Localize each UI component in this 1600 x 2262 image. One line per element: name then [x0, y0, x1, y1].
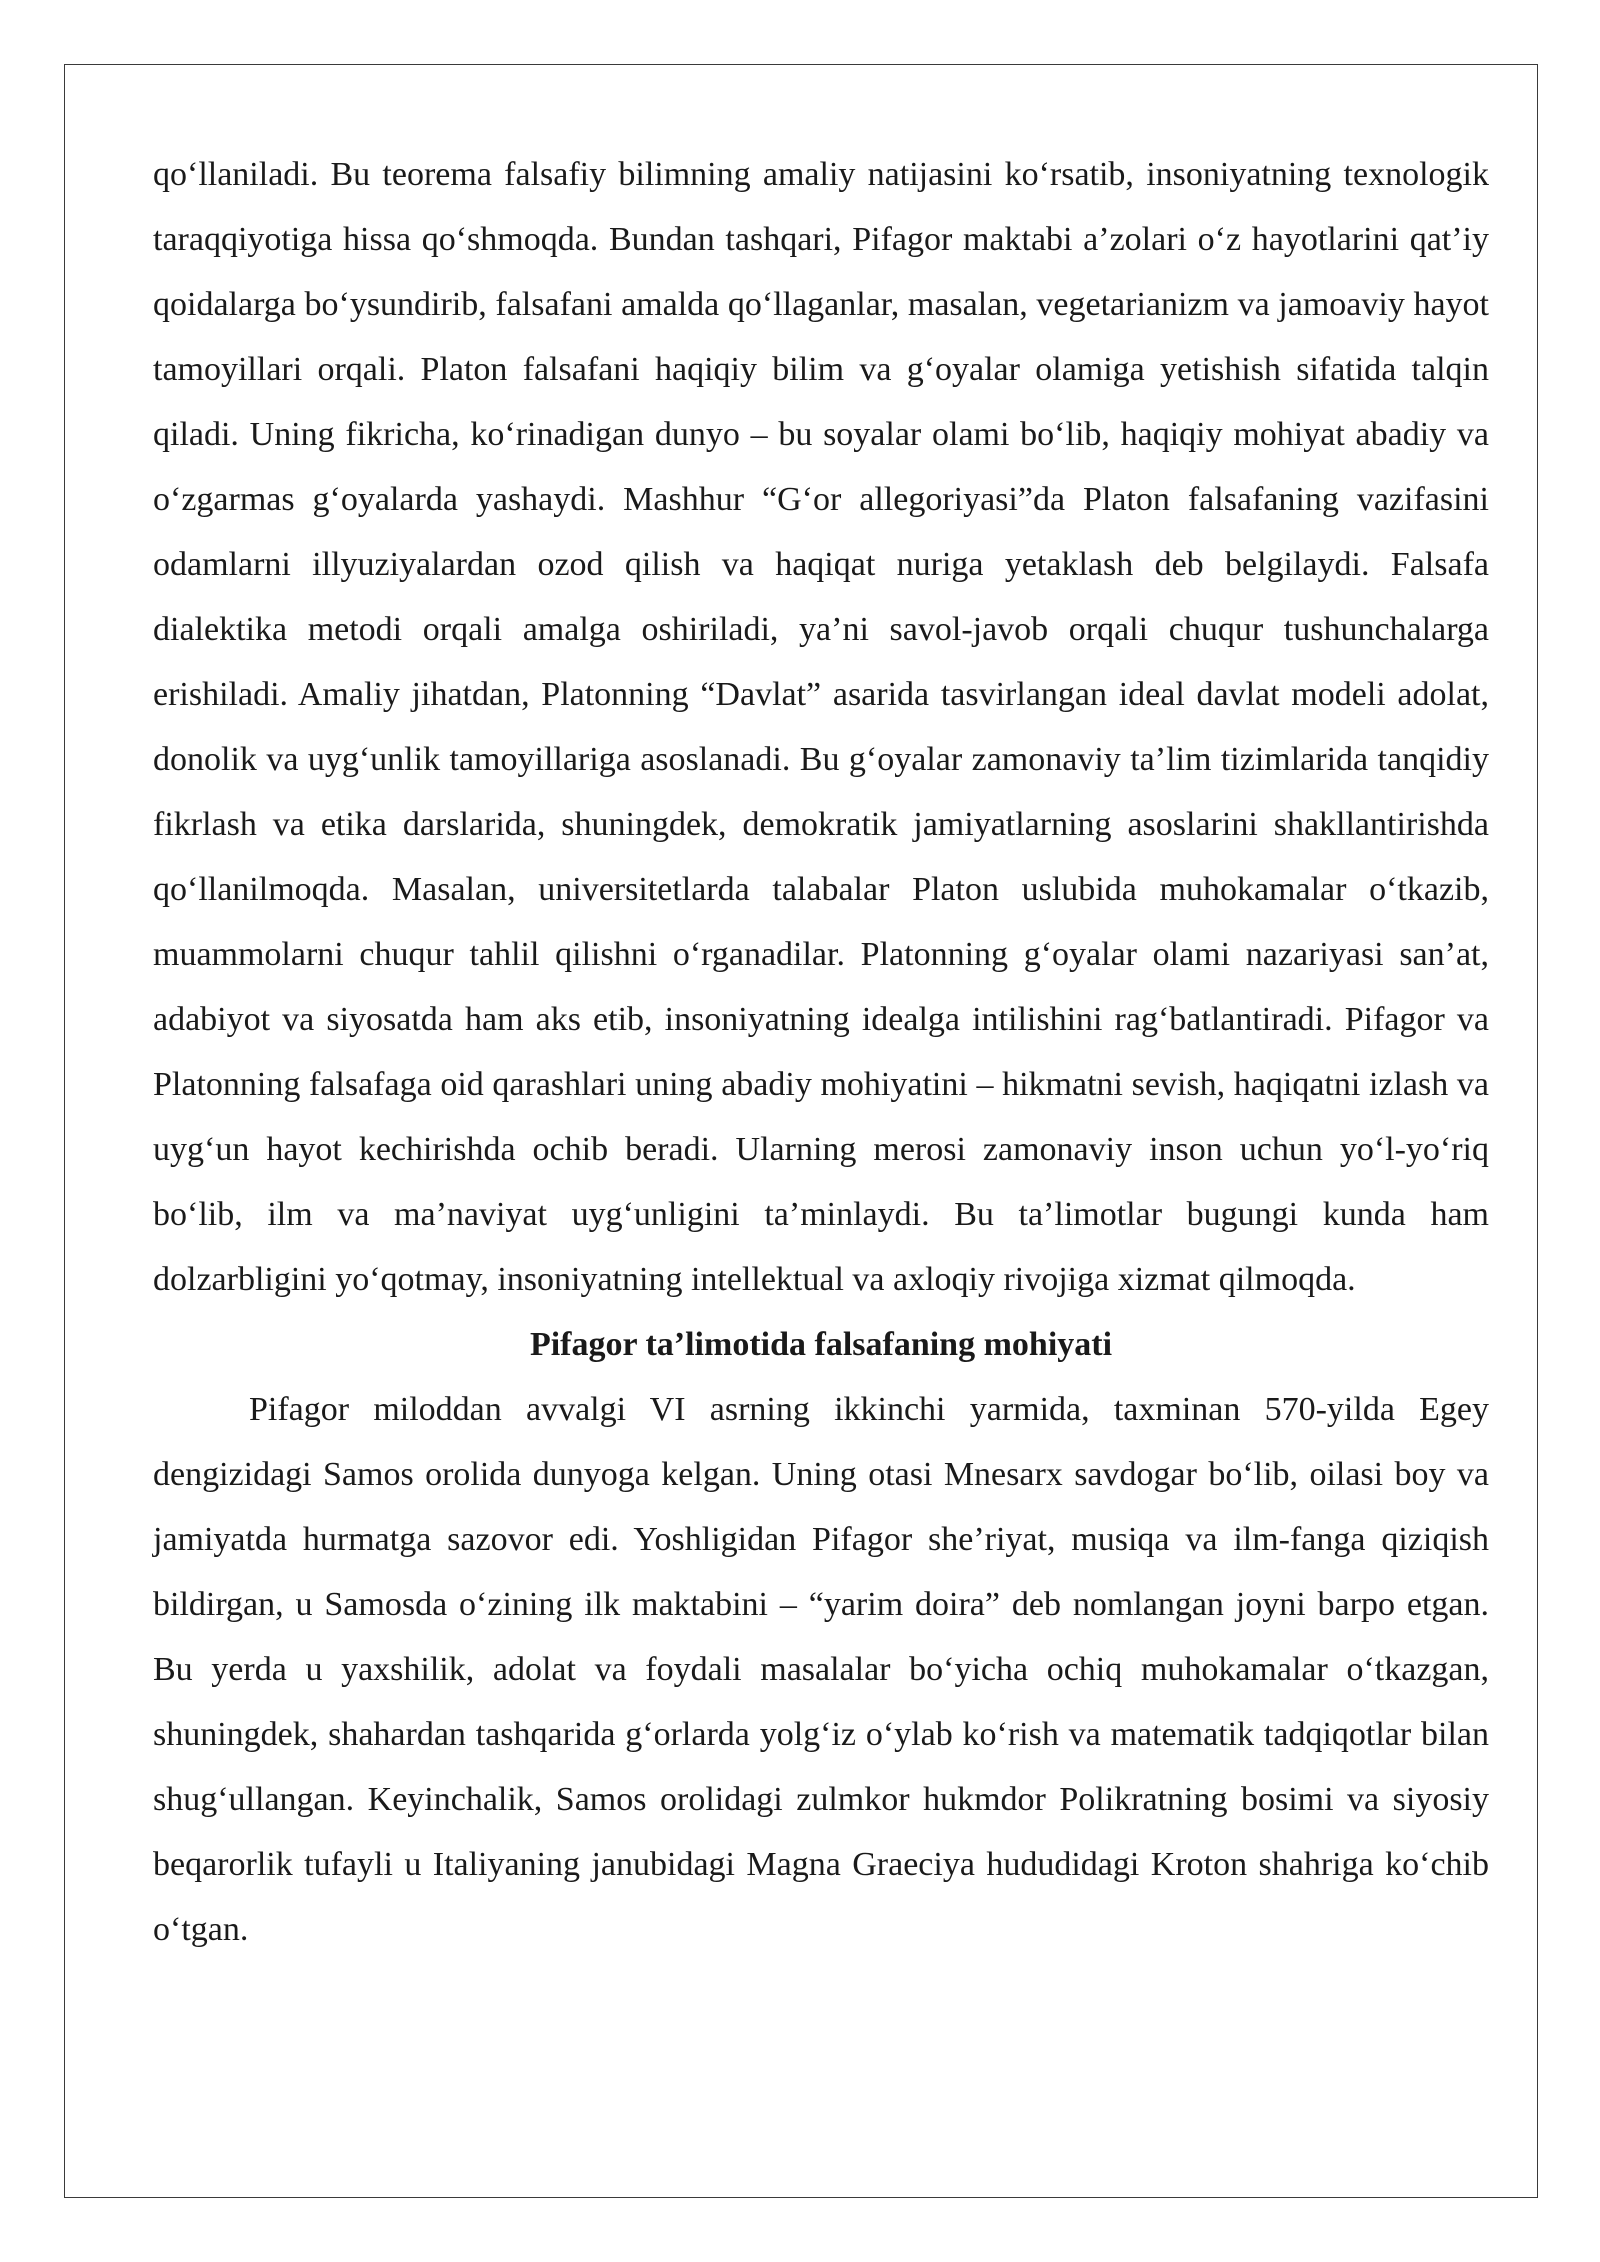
paragraph-pifagor-biography: Pifagor miloddan avvalgi VI asrning ikkinchi yarmida, taxminan 570-yilda Egey dengizidagi Samos orolida dunyoga kelgan. Uning otasi Mnesarx savdogar bo‘lib, oilasi boy va jamiyatda hurmatga sazovor edi. Yoshligidan Pifagor she’riyat, musiqa va ilm-fanga qiziqish bildirgan, u Samosda o‘zining ilk maktabini – “yarim doira” deb nomlangan joyni barpo etgan. Bu yerda u yaxshilik, adolat va foydali masalalar bo‘yicha ochiq muhokamalar o‘tkazgan, shuningdek, shahardan tashqarida g‘orlarda yolg‘iz o‘ylab ko‘rish va matematik tadqiqotlar bilan shug‘ullangan. Keyinchalik, Samos orolidagi zulmkor hukmdor Polikratning bosimi va siyosiy beqarorlik tufayli u Italiyaning janubidagi Magna Graeciya hududidagi Kroton shahriga ko‘chib o‘tgan.: [153, 1391, 1489, 1948]
section-heading: Pifagor ta’limotida falsafaning mohiyati: [529, 1326, 1113, 1363]
document-body: [153, 142, 1489, 1962]
paragraph-continuation: qo‘llaniladi. Bu teorema falsafiy bilimning amaliy natijasini ko‘rsatib, insoniyatning texnologik taraqqiyotiga hissa qo‘shmoqda. Bundan tashqari, Pifagor maktabi a’zolari o‘z hayotlarini qat’iy qoidalarga bo‘ysundirib, falsafani amalda qo‘llaganlar, masalan, vegetarianizm va jamoaviy hayot tamoyillari orqali. Platon falsafani haqiqiy bilim va g‘oyalar olamiga yetishish sifatida talqin qiladi. Uning fikricha, ko‘rinadigan dunyo – bu soyalar olami bo‘lib, haqiqiy mohiyat abadiy va o‘zgarmas g‘oyalarda yashaydi. Mashhur “G‘or allegoriyasi”da Platon falsafaning vazifasini odamlarni illyuziyalardan ozod qilish va haqiqat nuriga yetaklash deb belgilaydi. Falsafa dialektika metodi orqali amalga oshiriladi, ya’ni savol-javob orqali chuqur tushunchalarga erishiladi. Amaliy jihatdan, Platonning “Davlat” asarida tasvirlangan ideal davlat modeli adolat, donolik va uyg‘unlik tamoyillariga asoslanadi. Bu g‘oyalar zamonaviy ta’lim tizimlarida tanqidiy fikrlash va etika darslarida, shuningdek, demokratik jamiyatlarning asoslarini shakllantirishda qo‘llanilmoqda. Masalan, universitetlarda talabalar Platon uslubida muhokamalar o‘tkazib, muammolarni chuqur tahlil qilishni o‘rganadilar. Platonning g‘oyalar olami nazariyasi san’at, adabiyot va siyosatda ham aks etib, insoniyatning idealga intilishini rag‘batlantiradi. Pifagor va Platonning falsafaga oid qarashlari uning abadiy mohiyatini – hikmatni sevish, haqiqatni izlash va uyg‘un hayot kechirishda ochib beradi. Ularning merosi zamonaviy inson uchun yo‘l-yo‘riq bo‘lib, ilm va ma’naviyat uyg‘unligini ta’minlaydi. Bu ta’limotlar bugungi kunda ham dolzarbligini yo‘qotmay, insoniyatning intellektual va axloqiy rivojiga xizmat qilmoqda.: [153, 156, 1489, 1298]
